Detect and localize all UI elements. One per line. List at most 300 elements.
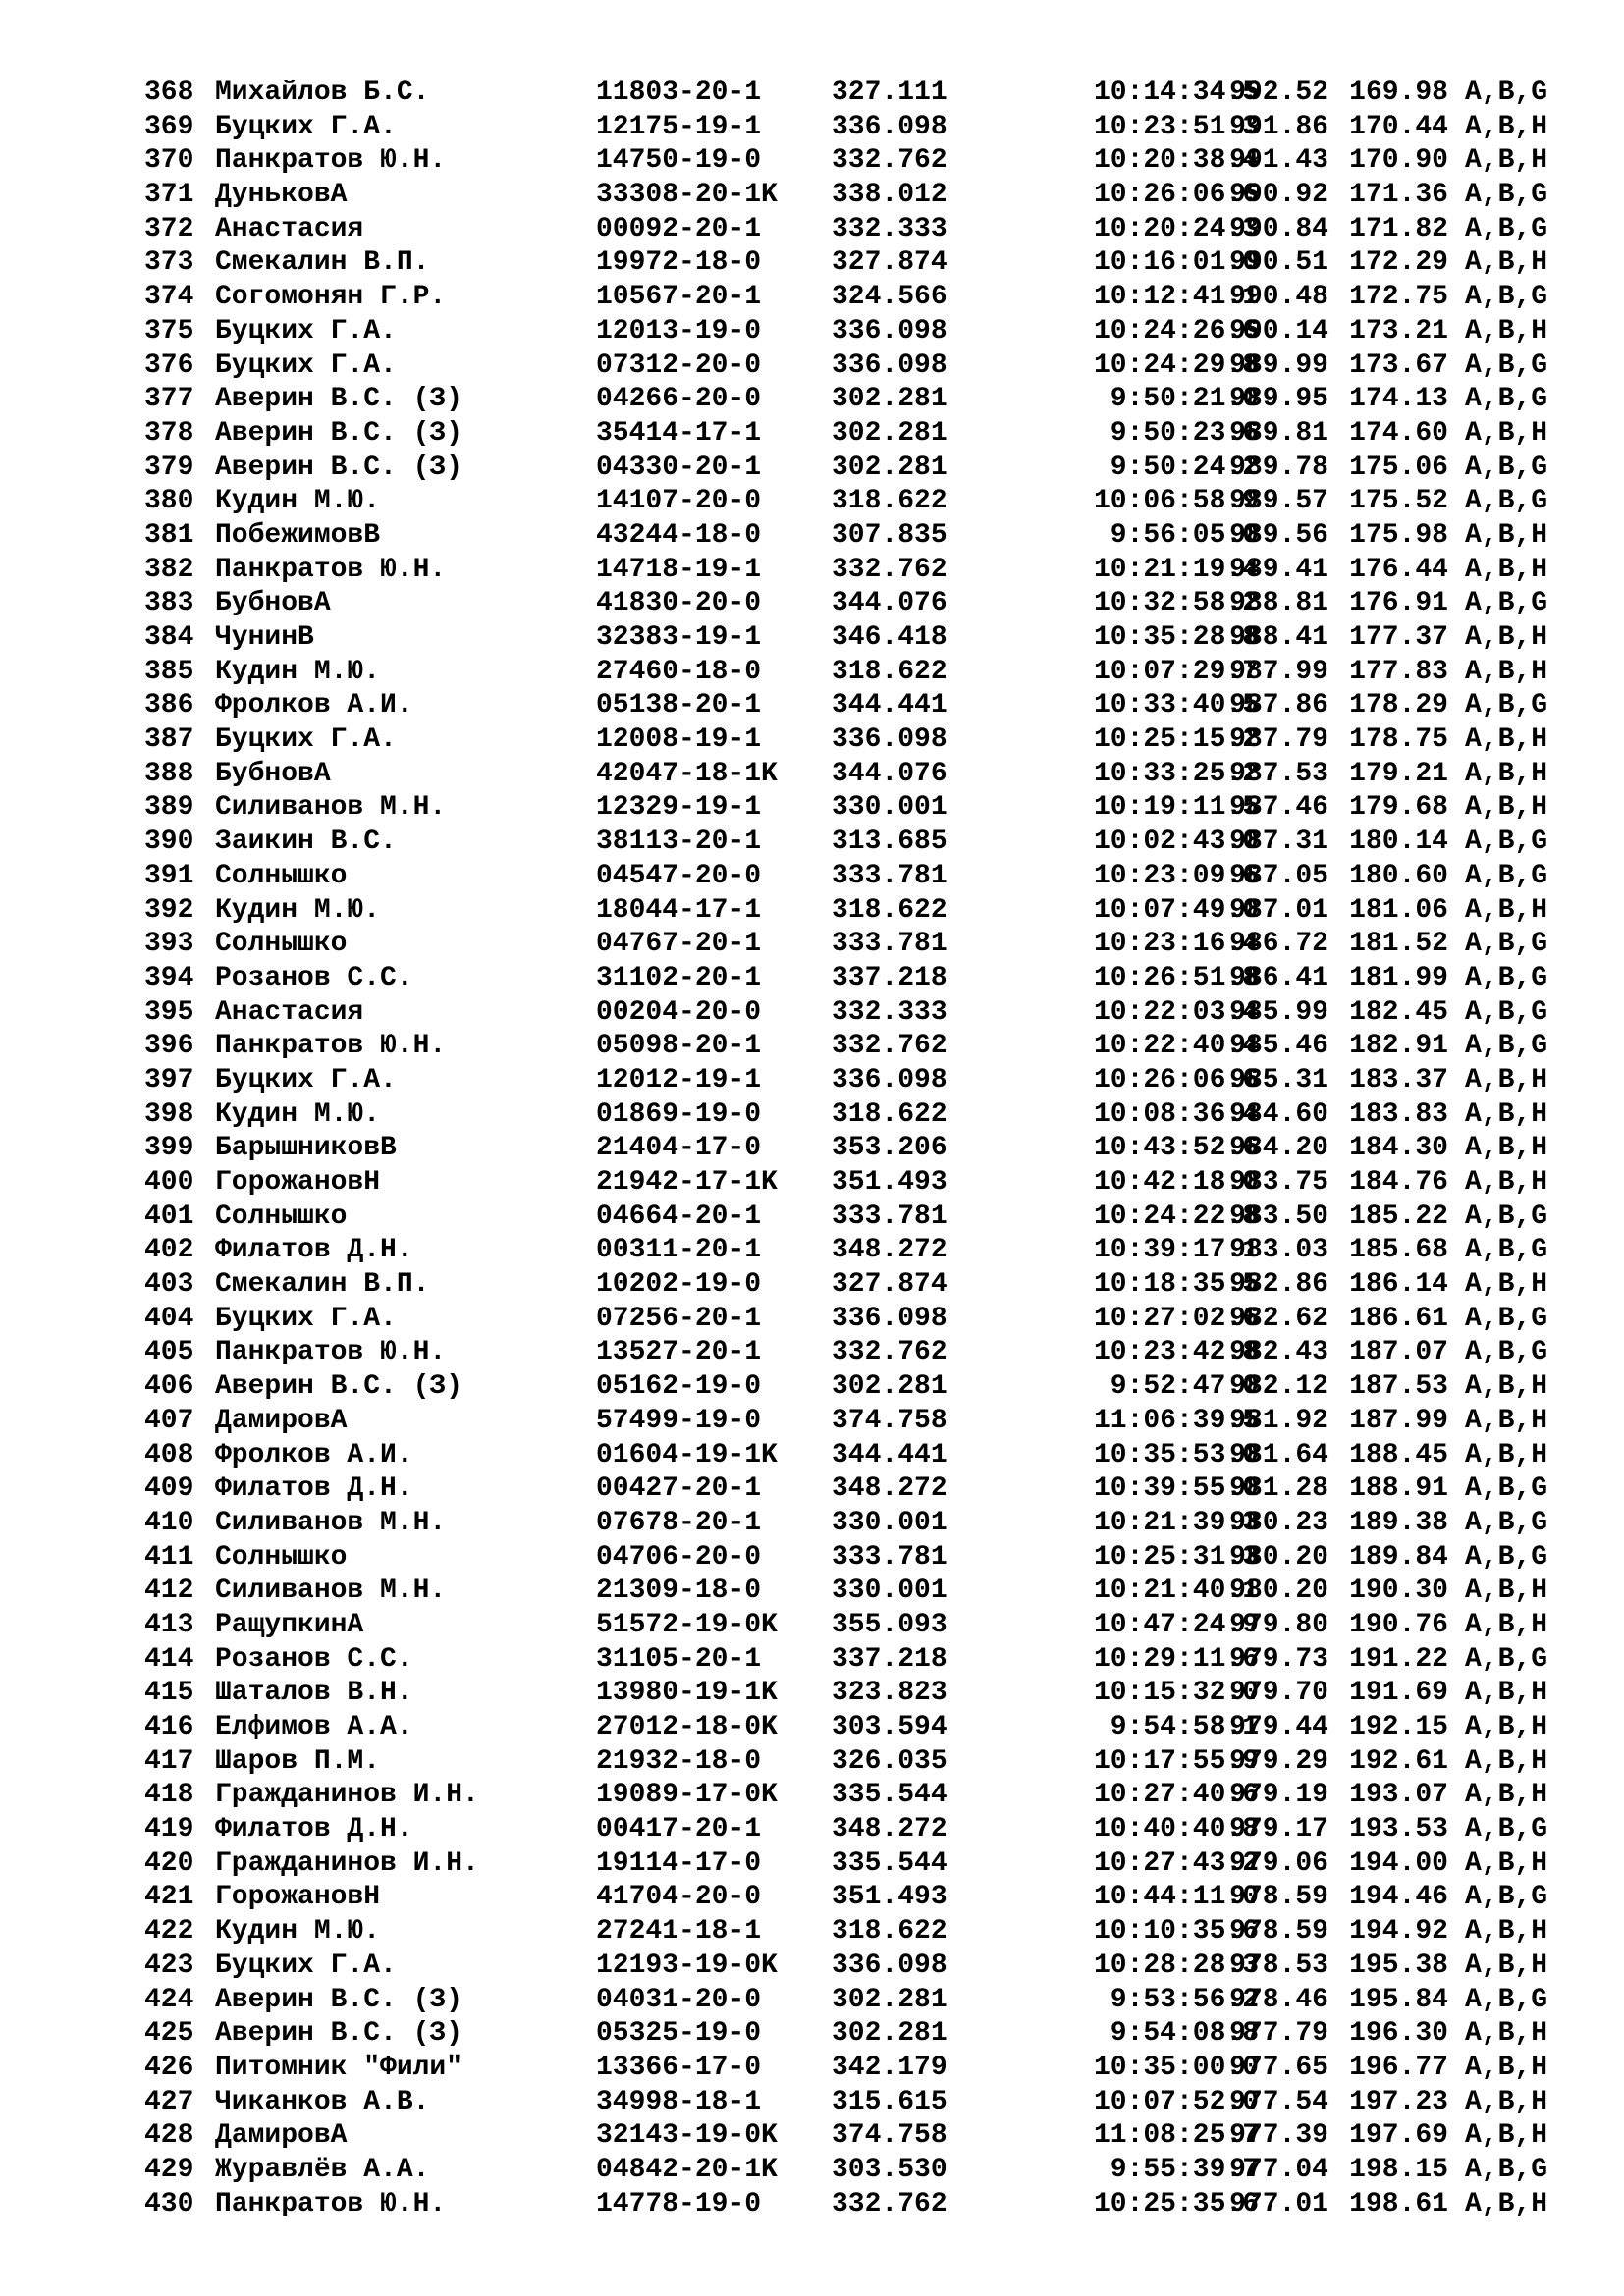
arrival-time: 9:50:24.2 (1110, 452, 1259, 483)
arrival-time: 9:54:58.1 (1110, 1712, 1259, 1742)
place-number: 394 (144, 962, 194, 993)
speed: 977.79 (1229, 2018, 1328, 2050)
speed: 980.20 (1229, 1541, 1328, 1573)
fancier-name: Заикин В.С. (215, 827, 397, 858)
points: 170.90 (1349, 145, 1448, 177)
arrival-time: 10:26:06.6 (1093, 180, 1259, 211)
place-number: 429 (144, 2154, 194, 2185)
place-number: 418 (144, 1780, 194, 1811)
speed: 980.20 (1229, 1575, 1328, 1607)
speed: 979.44 (1229, 1712, 1328, 1742)
distance: 326.035 (832, 1745, 947, 1777)
points: 183.37 (1349, 1064, 1448, 1095)
speed: 978.53 (1229, 1949, 1328, 1981)
arrival-time: 10:33:25.2 (1093, 758, 1259, 789)
arrival-time: 10:39:17.1 (1093, 1235, 1259, 1266)
fancier-name: Аверин В.С. (З) (215, 417, 463, 449)
arrival-time: 9:54:08.8 (1110, 2018, 1259, 2050)
place-number: 387 (144, 724, 194, 756)
ring-number: 27012-18-0K (596, 1712, 778, 1742)
ring-number: 07312-20-0 (596, 349, 762, 381)
place-number: 416 (144, 1712, 194, 1742)
ring-number: 05162-19-0 (596, 1371, 762, 1403)
fancier-name: Шаталов В.Н. (215, 1678, 413, 1709)
ring-number: 32143-19-0K (596, 2120, 778, 2152)
groups: A,B,H (1465, 2052, 1548, 2083)
points: 186.14 (1349, 1269, 1448, 1301)
arrival-time: 10:25:31.3 (1093, 1541, 1259, 1573)
ring-number: 12008-19-1 (596, 724, 762, 756)
distance: 332.762 (832, 1031, 947, 1062)
groups: A,B,H (1465, 111, 1548, 142)
ring-number: 32383-19-1 (596, 622, 762, 653)
distance: 330.001 (832, 792, 947, 824)
table-row (144, 1779, 1568, 1813)
table-row (144, 349, 1568, 384)
ring-number: 00204-20-0 (596, 996, 762, 1028)
speed: 982.86 (1229, 1269, 1328, 1301)
distance: 318.622 (832, 1098, 947, 1130)
place-number: 384 (144, 622, 194, 653)
distance: 302.281 (832, 1371, 947, 1403)
fancier-name: Розанов С.С. (215, 1643, 413, 1675)
arrival-time: 10:21:39.3 (1093, 1507, 1259, 1538)
table-row (144, 894, 1568, 929)
fancier-name: ДамировА (215, 2120, 348, 2152)
place-number: 404 (144, 1303, 194, 1334)
speed: 979.70 (1229, 1678, 1328, 1709)
fancier-name: Силиванов М.Н. (215, 792, 447, 824)
groups: A,B,H (1465, 145, 1548, 177)
arrival-time: 9:55:39.7 (1110, 2154, 1259, 2185)
distance: 324.566 (832, 282, 947, 313)
arrival-time: 10:26:51.8 (1093, 962, 1259, 993)
table-row (144, 2086, 1568, 2120)
arrival-time: 9:50:21.0 (1110, 384, 1259, 415)
groups: A,B,H (1465, 1949, 1548, 1981)
arrival-time: 11:06:39.5 (1093, 1405, 1259, 1436)
groups: A,B,G (1465, 78, 1548, 108)
table-row (144, 928, 1568, 962)
points: 188.45 (1349, 1439, 1448, 1470)
table-row (144, 1813, 1568, 1847)
points: 194.46 (1349, 1882, 1448, 1913)
points: 194.00 (1349, 1847, 1448, 1879)
distance: 344.441 (832, 1439, 947, 1470)
ring-number: 14107-20-0 (596, 486, 762, 517)
groups: A,B,H (1465, 1847, 1548, 1879)
table-row (144, 826, 1568, 860)
distance: 332.762 (832, 554, 947, 585)
arrival-time: 10:29:11.6 (1093, 1643, 1259, 1675)
table-row (144, 1984, 1568, 2018)
distance: 333.781 (832, 1201, 947, 1232)
place-number: 402 (144, 1235, 194, 1266)
speed: 979.29 (1229, 1745, 1328, 1777)
arrival-time: 10:39:55.0 (1093, 1473, 1259, 1505)
distance: 327.111 (832, 78, 947, 108)
fancier-name: Смекалин В.П. (215, 1269, 430, 1301)
speed: 978.46 (1229, 1984, 1328, 2015)
table-row (144, 519, 1568, 554)
fancier-name: Буцких Г.А. (215, 1949, 397, 1981)
points: 173.21 (1349, 315, 1448, 347)
groups: A,B,H (1465, 1712, 1548, 1742)
ring-number: 43244-18-0 (596, 519, 762, 551)
distance: 353.206 (832, 1133, 947, 1164)
arrival-time: 10:35:00.0 (1093, 2052, 1259, 2083)
ring-number: 07256-20-1 (596, 1303, 762, 1334)
place-number: 408 (144, 1439, 194, 1470)
distance: 374.758 (832, 2120, 947, 2152)
fancier-name: ГорожановН (215, 1167, 381, 1198)
fancier-name: Елфимов А.А. (215, 1712, 413, 1742)
points: 174.13 (1349, 384, 1448, 415)
place-number: 423 (144, 1949, 194, 1981)
place-number: 417 (144, 1745, 194, 1777)
distance: 332.762 (832, 145, 947, 177)
groups: A,B,H (1465, 1609, 1548, 1640)
table-row (144, 996, 1568, 1031)
points: 196.30 (1349, 2018, 1448, 2050)
fancier-name: Аверин В.С. (З) (215, 2018, 463, 2050)
table-row (144, 1915, 1568, 1949)
points: 186.61 (1349, 1303, 1448, 1334)
place-number: 413 (144, 1609, 194, 1640)
points: 184.30 (1349, 1133, 1448, 1164)
ring-number: 42047-18-1K (596, 758, 778, 789)
fancier-name: Силиванов М.Н. (215, 1575, 447, 1607)
speed: 985.31 (1229, 1064, 1328, 1095)
arrival-time: 10:07:29.7 (1093, 656, 1259, 687)
fancier-name: РащупкинА (215, 1609, 364, 1640)
table-row (144, 1336, 1568, 1370)
fancier-name: ДамировА (215, 1405, 348, 1436)
arrival-time: 10:08:36.4 (1093, 1098, 1259, 1130)
place-number: 380 (144, 486, 194, 517)
speed: 983.75 (1229, 1167, 1328, 1198)
speed: 977.04 (1229, 2154, 1328, 2185)
speed: 978.59 (1229, 1882, 1328, 1913)
ring-number: 41830-20-0 (596, 588, 762, 619)
distance: 348.272 (832, 1814, 947, 1845)
arrival-time: 10:15:32.0 (1093, 1678, 1259, 1709)
fancier-name: Фролков А.И. (215, 690, 413, 721)
fancier-name: Солнышко (215, 1541, 348, 1573)
ring-number: 11803-20-1 (596, 78, 762, 108)
groups: A,B,H (1465, 1780, 1548, 1811)
arrival-time: 10:44:11.0 (1093, 1882, 1259, 1913)
fancier-name: Филатов Д.Н. (215, 1235, 413, 1266)
place-number: 421 (144, 1882, 194, 1913)
speed: 986.72 (1229, 929, 1328, 960)
speed: 989.81 (1229, 417, 1328, 449)
distance: 336.098 (832, 1303, 947, 1334)
speed: 990.48 (1229, 282, 1328, 313)
fancier-name: Кудин М.Ю. (215, 894, 381, 926)
groups: A,B,G (1465, 1882, 1548, 1913)
distance: 332.762 (832, 2188, 947, 2219)
ring-number: 12012-19-1 (596, 1064, 762, 1095)
speed: 989.95 (1229, 384, 1328, 415)
speed: 987.46 (1229, 792, 1328, 824)
ring-number: 12329-19-1 (596, 792, 762, 824)
table-row (144, 1881, 1568, 1915)
arrival-time: 10:25:15.2 (1093, 724, 1259, 756)
distance: 315.615 (832, 2086, 947, 2117)
fancier-name: Анастасия (215, 213, 364, 244)
fancier-name: Филатов Д.Н. (215, 1473, 413, 1505)
groups: A,B,G (1465, 1984, 1548, 2015)
groups: A,B,G (1465, 996, 1548, 1028)
distance: 348.272 (832, 1473, 947, 1505)
place-number: 409 (144, 1473, 194, 1505)
table-row (144, 1370, 1568, 1405)
fancier-name: Чиканков А.В. (215, 2086, 430, 2117)
speed: 989.99 (1229, 349, 1328, 381)
points: 181.06 (1349, 894, 1448, 926)
ring-number: 00311-20-1 (596, 1235, 762, 1266)
table-row (144, 1677, 1568, 1711)
ring-number: 57499-19-0 (596, 1405, 762, 1436)
speed: 989.57 (1229, 486, 1328, 517)
distance: 344.076 (832, 758, 947, 789)
ring-number: 21309-18-0 (596, 1575, 762, 1607)
distance: 355.093 (832, 1609, 947, 1640)
arrival-time: 10:21:19.4 (1093, 554, 1259, 585)
place-number: 393 (144, 929, 194, 960)
arrival-time: 10:20:38.4 (1093, 145, 1259, 177)
points: 187.07 (1349, 1337, 1448, 1368)
table-row (144, 2052, 1568, 2086)
fancier-name: Буцких Г.А. (215, 724, 397, 756)
points: 181.99 (1349, 962, 1448, 993)
groups: A,B,G (1465, 1814, 1548, 1845)
table-row (144, 1405, 1568, 1439)
arrival-time: 10:02:43.0 (1093, 827, 1259, 858)
fancier-name: Шаров П.М. (215, 1745, 381, 1777)
distance: 346.418 (832, 622, 947, 653)
points: 184.76 (1349, 1167, 1448, 1198)
distance: 302.281 (832, 417, 947, 449)
distance: 336.098 (832, 349, 947, 381)
arrival-time: 10:27:43.2 (1093, 1847, 1259, 1879)
groups: A,B,G (1465, 452, 1548, 483)
distance: 333.781 (832, 1541, 947, 1573)
speed: 987.05 (1229, 860, 1328, 891)
ring-number: 10567-20-1 (596, 282, 762, 313)
place-number: 420 (144, 1847, 194, 1879)
points: 192.15 (1349, 1712, 1448, 1742)
arrival-time: 10:42:18.0 (1093, 1167, 1259, 1198)
speed: 990.92 (1229, 180, 1328, 211)
arrival-time: 10:06:58.9 (1093, 486, 1259, 517)
points: 175.52 (1349, 486, 1448, 517)
points: 172.75 (1349, 282, 1448, 313)
groups: A,B,G (1465, 349, 1548, 381)
place-number: 378 (144, 417, 194, 449)
arrival-time: 10:27:02.6 (1093, 1303, 1259, 1334)
distance: 330.001 (832, 1575, 947, 1607)
groups: A,B,H (1465, 417, 1548, 449)
table-row (144, 1541, 1568, 1575)
arrival-time: 9:56:05.0 (1110, 519, 1259, 551)
speed: 989.56 (1229, 519, 1328, 551)
groups: A,B,H (1465, 1439, 1548, 1470)
points: 190.30 (1349, 1575, 1448, 1607)
fancier-name: Анастасия (215, 996, 364, 1028)
points: 197.23 (1349, 2086, 1448, 2117)
speed: 984.20 (1229, 1133, 1328, 1164)
place-number: 370 (144, 145, 194, 177)
distance: 337.218 (832, 1643, 947, 1675)
distance: 336.098 (832, 1949, 947, 1981)
distance: 348.272 (832, 1235, 947, 1266)
place-number: 412 (144, 1575, 194, 1607)
distance: 374.758 (832, 1405, 947, 1436)
arrival-time: 11:08:25.7 (1093, 2120, 1259, 2152)
distance: 332.333 (832, 213, 947, 244)
results-table (144, 77, 1568, 2221)
arrival-time: 10:28:28.3 (1093, 1949, 1259, 1981)
speed: 988.81 (1229, 588, 1328, 619)
place-number: 398 (144, 1098, 194, 1130)
ring-number: 38113-20-1 (596, 827, 762, 858)
ring-number: 19089-17-0K (596, 1780, 778, 1811)
table-row (144, 1949, 1568, 1984)
speed: 984.60 (1229, 1098, 1328, 1130)
table-row (144, 1609, 1568, 1643)
fancier-name: Буцких Г.А. (215, 111, 397, 142)
fancier-name: Гражданинов И.Н. (215, 1847, 479, 1879)
distance: 323.823 (832, 1678, 947, 1709)
arrival-time: 10:40:40.8 (1093, 1814, 1259, 1845)
arrival-time: 10:24:29.8 (1093, 349, 1259, 381)
speed: 987.79 (1229, 724, 1328, 756)
place-number: 383 (144, 588, 194, 619)
speed: 981.28 (1229, 1473, 1328, 1505)
groups: A,B,H (1465, 792, 1548, 824)
table-row (144, 962, 1568, 996)
speed: 980.23 (1229, 1507, 1328, 1538)
arrival-time: 9:53:56.2 (1110, 1984, 1259, 2015)
fancier-name: Аверин В.С. (З) (215, 1984, 463, 2015)
distance: 318.622 (832, 1916, 947, 1948)
fancier-name: Кудин М.Ю. (215, 1916, 381, 1948)
groups: A,B,H (1465, 247, 1548, 279)
ring-number: 34998-18-1 (596, 2086, 762, 2117)
distance: 332.333 (832, 996, 947, 1028)
groups: A,B,G (1465, 690, 1548, 721)
place-number: 392 (144, 894, 194, 926)
fancier-name: Панкратов Ю.Н. (215, 145, 447, 177)
distance: 336.098 (832, 724, 947, 756)
points: 185.22 (1349, 1201, 1448, 1232)
fancier-name: Фролков А.И. (215, 1439, 413, 1470)
groups: A,B,G (1465, 1031, 1548, 1062)
place-number: 407 (144, 1405, 194, 1436)
place-number: 371 (144, 180, 194, 211)
groups: A,B,G (1465, 588, 1548, 619)
table-row (144, 1201, 1568, 1235)
groups: A,B,G (1465, 1473, 1548, 1505)
table-row (144, 315, 1568, 349)
table-row (144, 554, 1568, 588)
table-row (144, 1268, 1568, 1303)
fancier-name: Кудин М.Ю. (215, 656, 381, 687)
ring-number: 27241-18-1 (596, 1916, 762, 1948)
arrival-time: 10:07:52.0 (1093, 2086, 1259, 2117)
fancier-name: Буцких Г.А. (215, 349, 397, 381)
place-number: 426 (144, 2052, 194, 2083)
place-number: 405 (144, 1337, 194, 1368)
points: 170.44 (1349, 111, 1448, 142)
ring-number: 19972-18-0 (596, 247, 762, 279)
table-row (144, 621, 1568, 656)
points: 197.69 (1349, 2120, 1448, 2152)
place-number: 391 (144, 860, 194, 891)
place-number: 376 (144, 349, 194, 381)
groups: A,B,G (1465, 180, 1548, 211)
groups: A,B,G (1465, 860, 1548, 891)
table-row (144, 1472, 1568, 1507)
ring-number: 10202-19-0 (596, 1269, 762, 1301)
distance: 307.835 (832, 519, 947, 551)
arrival-time: 10:23:16.4 (1093, 929, 1259, 960)
table-row (144, 587, 1568, 621)
table-row (144, 723, 1568, 758)
fancier-name: Михайлов Б.С. (215, 78, 430, 108)
groups: A,B,H (1465, 519, 1548, 551)
groups: A,B,H (1465, 1575, 1548, 1607)
groups: A,B,G (1465, 1541, 1548, 1573)
arrival-time: 10:26:06.6 (1093, 1064, 1259, 1095)
ring-number: 05325-19-0 (596, 2018, 762, 2050)
points: 198.15 (1349, 2154, 1448, 2185)
fancier-name: БарышниковВ (215, 1133, 397, 1164)
speed: 987.01 (1229, 894, 1328, 926)
place-number: 388 (144, 758, 194, 789)
table-row (144, 1064, 1568, 1098)
table-row (144, 1847, 1568, 1882)
place-number: 410 (144, 1507, 194, 1538)
ring-number: 00092-20-1 (596, 213, 762, 244)
place-number: 386 (144, 690, 194, 721)
speed: 991.86 (1229, 111, 1328, 142)
speed: 981.92 (1229, 1405, 1328, 1436)
points: 176.91 (1349, 588, 1448, 619)
arrival-time: 9:52:47.0 (1110, 1371, 1259, 1403)
groups: A,B,G (1465, 213, 1548, 244)
fancier-name: Буцких Г.А. (215, 1303, 397, 1334)
ring-number: 01869-19-0 (596, 1098, 762, 1130)
points: 193.07 (1349, 1780, 1448, 1811)
fancier-name: Гражданинов И.Н. (215, 1780, 479, 1811)
points: 189.38 (1349, 1507, 1448, 1538)
speed: 991.43 (1229, 145, 1328, 177)
ring-number: 14718-19-1 (596, 554, 762, 585)
groups: A,B,H (1465, 554, 1548, 585)
points: 175.98 (1349, 519, 1448, 551)
points: 177.37 (1349, 622, 1448, 653)
distance: 302.281 (832, 452, 947, 483)
place-number: 411 (144, 1541, 194, 1573)
distance: 327.874 (832, 247, 947, 279)
arrival-time: 10:43:52.6 (1093, 1133, 1259, 1164)
fancier-name: Панкратов Ю.Н. (215, 554, 447, 585)
ring-number: 13980-19-1K (596, 1678, 778, 1709)
speed: 979.06 (1229, 1847, 1328, 1879)
